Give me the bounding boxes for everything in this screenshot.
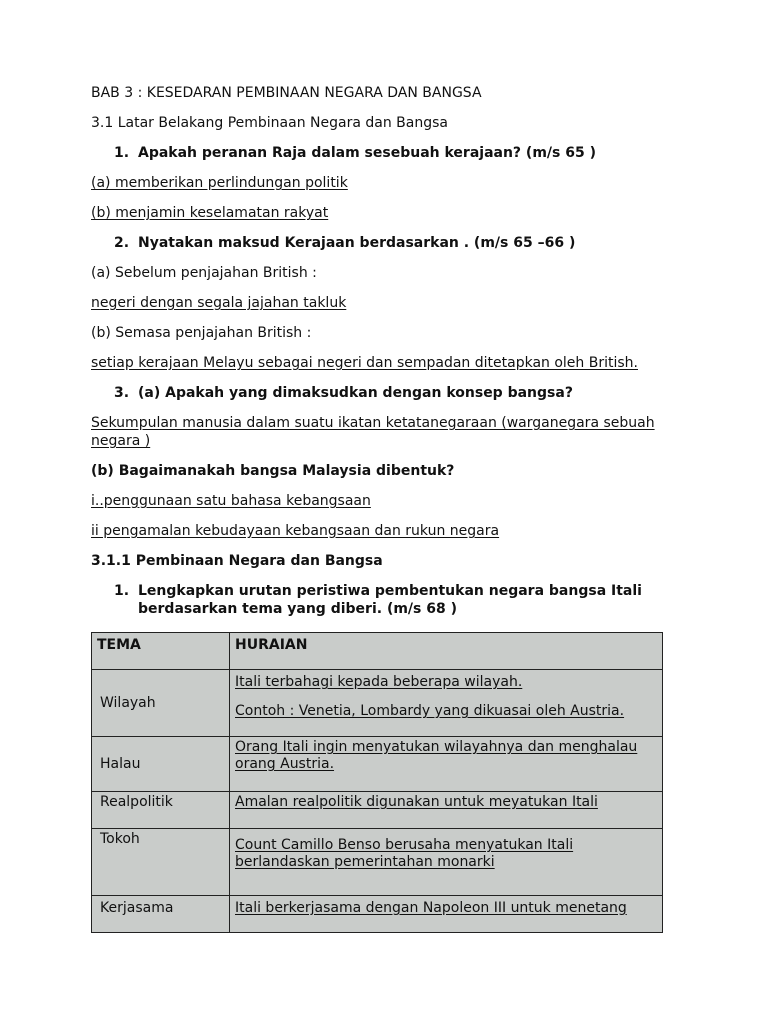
question-4 (114, 582, 642, 600)
table-row (92, 829, 663, 896)
question-text-continued: berdasarkan tema yang diberi. (m/s 68 ) (138, 601, 457, 617)
huraian-line: Itali terbahagi kepada beberapa wilayah. (235, 674, 523, 690)
answer-label: (b) Semasa penjajahan British : (91, 325, 312, 341)
table-row (92, 737, 663, 792)
answer-line: (a) memberikan perlindungan politik (91, 175, 348, 191)
huraian-line: berlandaskan pemerintahan monarki (235, 854, 495, 870)
huraian-line: orang Austria. (235, 756, 335, 772)
question-number: 3. (114, 385, 130, 401)
question-2 (114, 234, 575, 252)
table-row (92, 896, 663, 933)
tema-cell: Realpolitik (92, 792, 230, 829)
table-header-row (92, 633, 663, 670)
huraian-cell (230, 792, 663, 829)
tema-cell: Halau (92, 737, 230, 792)
question-1 (114, 144, 596, 162)
huraian-line: Contoh : Venetia, Lombardy yang dikuasai oleh Austria. (235, 703, 625, 719)
question-text: (a) Apakah yang dimaksudkan dengan konsep bangsa? (138, 385, 573, 401)
tema-cell: Tokoh (92, 829, 230, 896)
huraian-line: Itali berkerjasama dengan Napoleon III untuk menetang (235, 900, 627, 916)
answer-label: (a) Sebelum penjajahan British : (91, 265, 317, 281)
table-row (92, 670, 663, 737)
answer-line: (b) menjamin keselamatan rakyat (91, 205, 329, 221)
question-3b: (b) Bagaimanakah bangsa Malaysia dibentuk? (91, 463, 455, 479)
section-heading: 3.1 Latar Belakang Pembinaan Negara dan Bangsa (91, 115, 448, 131)
column-header-huraian: HURAIAN (230, 633, 663, 670)
table-row (92, 792, 663, 829)
chapter-heading: BAB 3 : KESEDARAN PEMBINAAN NEGARA DAN BANGSA (91, 85, 482, 101)
question-number: 1. (114, 145, 130, 161)
answer-line: Sekumpulan manusia dalam suatu ikatan ketatanegaraan (warganegara sebuah (91, 415, 655, 431)
question-text: Nyatakan maksud Kerajaan berdasarkan . (m/s 65 –66 ) (138, 235, 576, 251)
question-text: Apakah peranan Raja dalam sesebuah kerajaan? (m/s 65 ) (138, 145, 596, 161)
huraian-line: Count Camillo Benso berusaha menyatukan Itali (235, 837, 574, 853)
tema-table (91, 632, 663, 933)
answer-line: setiap kerajaan Melayu sebagai negeri dan sempadan ditetapkan oleh British. (91, 355, 638, 371)
answer-line: negeri dengan segala jajahan takluk (91, 295, 347, 311)
huraian-cell (230, 829, 663, 896)
question-number: 1. (114, 583, 130, 599)
column-header-tema: TEMA (92, 633, 230, 670)
tema-cell: Wilayah (92, 670, 230, 737)
question-text: Lengkapkan urutan peristiwa pembentukan negara bangsa Itali (138, 583, 642, 599)
answer-line: ii pengamalan kebudayaan kebangsaan dan rukun negara (91, 523, 500, 539)
question-3 (114, 384, 573, 402)
answer-line: negara ) (91, 433, 151, 449)
tema-cell: Kerjasama (92, 896, 230, 933)
huraian-cell (230, 896, 663, 933)
answer-line: i..penggunaan satu bahasa kebangsaan (91, 493, 371, 509)
huraian-cell (230, 737, 663, 792)
huraian-line: Orang Itali ingin menyatukan wilayahnya dan menghalau (235, 739, 638, 755)
question-number: 2. (114, 235, 130, 251)
subsection-heading: 3.1.1 Pembinaan Negara dan Bangsa (91, 553, 383, 569)
huraian-cell (230, 670, 663, 737)
huraian-line: Amalan realpolitik digunakan untuk meyatukan Itali (235, 794, 598, 810)
